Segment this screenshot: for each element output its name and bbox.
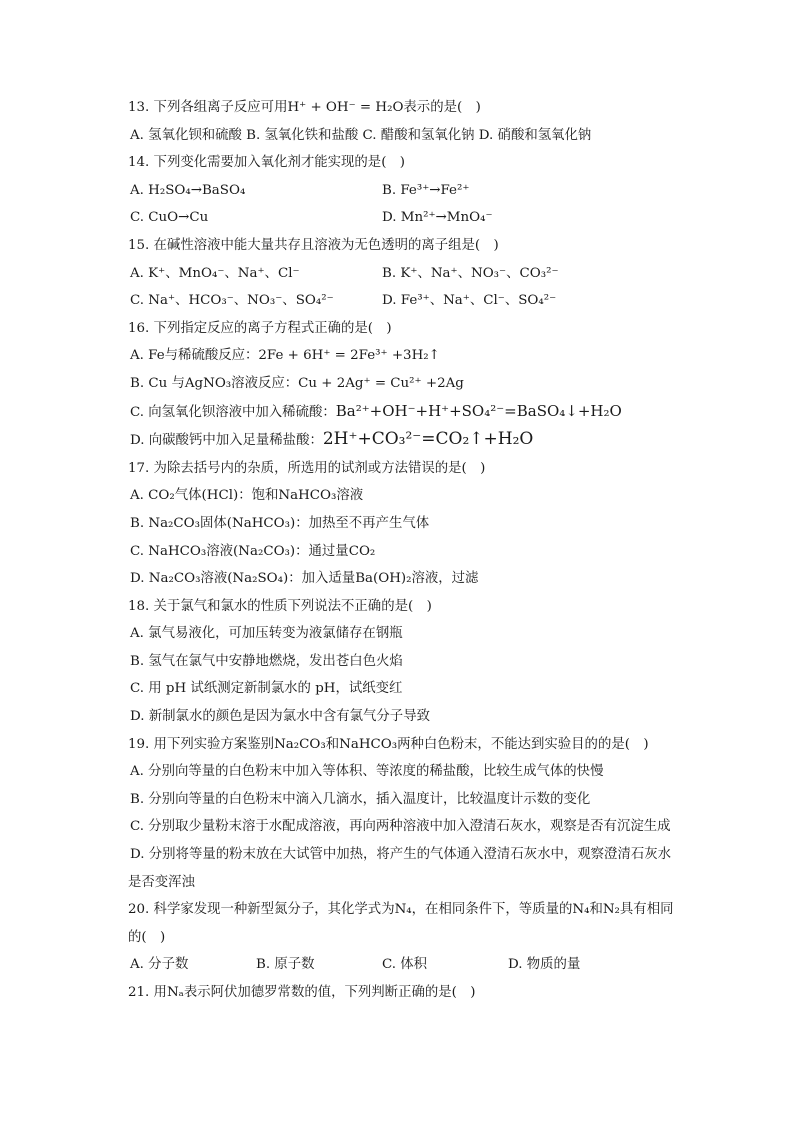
question-19-option-b: B. 分别向等量的白色粉末中滴入几滴水，插入温度计，比较温度计示数的变化 (130, 791, 591, 807)
question-17-option-b: B. Na₂CO₃固体(NaHCO₃)：加热至不再产生气体 (130, 515, 430, 531)
question-15-options-row-1 (128, 260, 694, 288)
question-17-option-c: C. NaHCO₃溶液(Na₂CO₃)：通过量CO₂ (130, 543, 376, 559)
question-20-options (128, 951, 694, 979)
question-16-option-c-equation: Ba²⁺+OH⁻+H⁺+SO₄²⁻=BaSO₄↓+H₂O (335, 401, 622, 420)
question-16-option-d-label: D. 向碳酸钙中加入足量稀盐酸： (130, 433, 323, 449)
question-16-option-b: B. Cu 与AgNO₃溶液反应：Cu + 2Ag⁺ = Cu²⁺ +2Ag (130, 375, 464, 391)
question-16-option-d (128, 426, 694, 455)
question-18-stem: 18. 关于氯气和氯水的性质下列说法不正确的是( ) (128, 598, 432, 614)
question-list (128, 94, 694, 1007)
question-20-option-a: A. 分子数 (130, 957, 189, 973)
question-18-option-a: A. 氯气易液化，可加压转变为液氯储存在钢瓶 (130, 626, 403, 642)
question-20-stem-line-1: 20. 科学家发现一种新型氮分子，其化学式为N₄，在相同条件下，等质量的N₄和N₂具有相同 (128, 902, 674, 918)
question-20-option-b: B. 原子数 (256, 957, 315, 973)
question-16-option-c-label: C. 向氢氧化钡溶液中加入稀硫酸： (130, 404, 336, 420)
question-18-option-b: B. 氢气在氯气中安静地燃烧，发出苍白色火焰 (130, 653, 403, 669)
question-15-option-b: B. K⁺、Na⁺、NO₃⁻、CO₃²⁻ (382, 265, 559, 281)
question-13-options: A. 氢氧化钡和硫酸 B. 氢氧化铁和盐酸 C. 醋酸和氢氧化钠 D. 硝酸和氢氧化钠 (130, 127, 592, 143)
question-20-option-d: D. 物质的量 (508, 957, 581, 973)
question-15-option-c: C. Na⁺、HCO₃⁻、NO₃⁻、SO₄²⁻ (130, 293, 334, 309)
question-19-stem: 19. 用下列实验方案鉴别Na₂CO₃和NaHCO₃两种白色粉末，不能达到实验目的的是( ) (128, 736, 649, 752)
question-19-option-c: C. 分别取少量粉末溶于水配成溶液，再向两种溶液中加入澄清石灰水，观察是否有沉淀生成 (130, 819, 671, 835)
question-15-stem: 15. 在碱性溶液中能大量共存且溶液为无色透明的离子组是( ) (128, 237, 499, 253)
question-14-option-c: C. CuO→Cu (130, 210, 209, 226)
question-17-option-a: A. CO₂气体(HCl)：饱和NaHCO₃溶液 (130, 488, 364, 504)
question-15-option-d: D. Fe³⁺、Na⁺、Cl⁻、SO₄²⁻ (382, 293, 557, 309)
question-19-option-d-line-2: 是否变浑浊 (128, 874, 195, 890)
question-16-option-a: A. Fe与稀硫酸反应：2Fe + 6H⁺ = 2Fe³⁺ +3H₂↑ (130, 348, 440, 364)
question-18-option-c: C. 用 pH 试纸测定新制氯水的 pH，试纸变红 (130, 681, 403, 697)
question-19-option-a: A. 分别向等量的白色粉末中加入等体积、等浓度的稀盐酸，比较生成气体的快慢 (130, 764, 604, 780)
question-14-option-d: D. Mn²⁺→MnO₄⁻ (382, 210, 493, 226)
question-13-stem: 13. 下列各组离子反应可用H⁺ + OH⁻ = H₂O表示的是( ) (128, 100, 481, 115)
question-19-option-d-line-1: D. 分别将等量的粉末放在大试管中加热，将产生的气体通入澄清石灰水中，观察澄清石灰水 (130, 847, 672, 863)
question-18-option-d: D. 新制氯水的颜色是因为氯水中含有氯气分子导致 (130, 709, 430, 725)
question-20-stem-line-2: 的( ) (128, 929, 166, 945)
question-16-option-d-equation: 2H⁺+CO₃²⁻=CO₂↑+H₂O (322, 429, 534, 450)
question-14-options-row-2 (128, 204, 694, 232)
question-17-option-d: D. Na₂CO₃溶液(Na₂SO₄)：加入适量Ba(OH)₂溶液，过滤 (130, 571, 479, 587)
question-20-option-c: C. 体积 (382, 957, 428, 973)
question-15-options-row-2 (128, 287, 694, 315)
question-14-options-row-1 (128, 177, 694, 205)
question-14-option-b: B. Fe³⁺→Fe²⁺ (382, 182, 470, 198)
question-16-option-c (128, 398, 694, 427)
question-16-stem: 16. 下列指定反应的离子方程式正确的是( ) (128, 320, 392, 336)
question-15-option-a: A. K⁺、MnO₄⁻、Na⁺、Cl⁻ (130, 265, 300, 281)
question-14-option-a: A. H₂SO₄→BaSO₄ (130, 182, 246, 198)
question-17-stem: 17. 为除去括号内的杂质，所选用的试剂或方法错误的是( ) (128, 460, 486, 476)
question-21-stem: 21. 用Nₐ表示阿伏加德罗常数的值，下列判断正确的是( ) (128, 985, 476, 1000)
question-14-stem: 14. 下列变化需要加入氧化剂才能实现的是( ) (128, 155, 406, 171)
